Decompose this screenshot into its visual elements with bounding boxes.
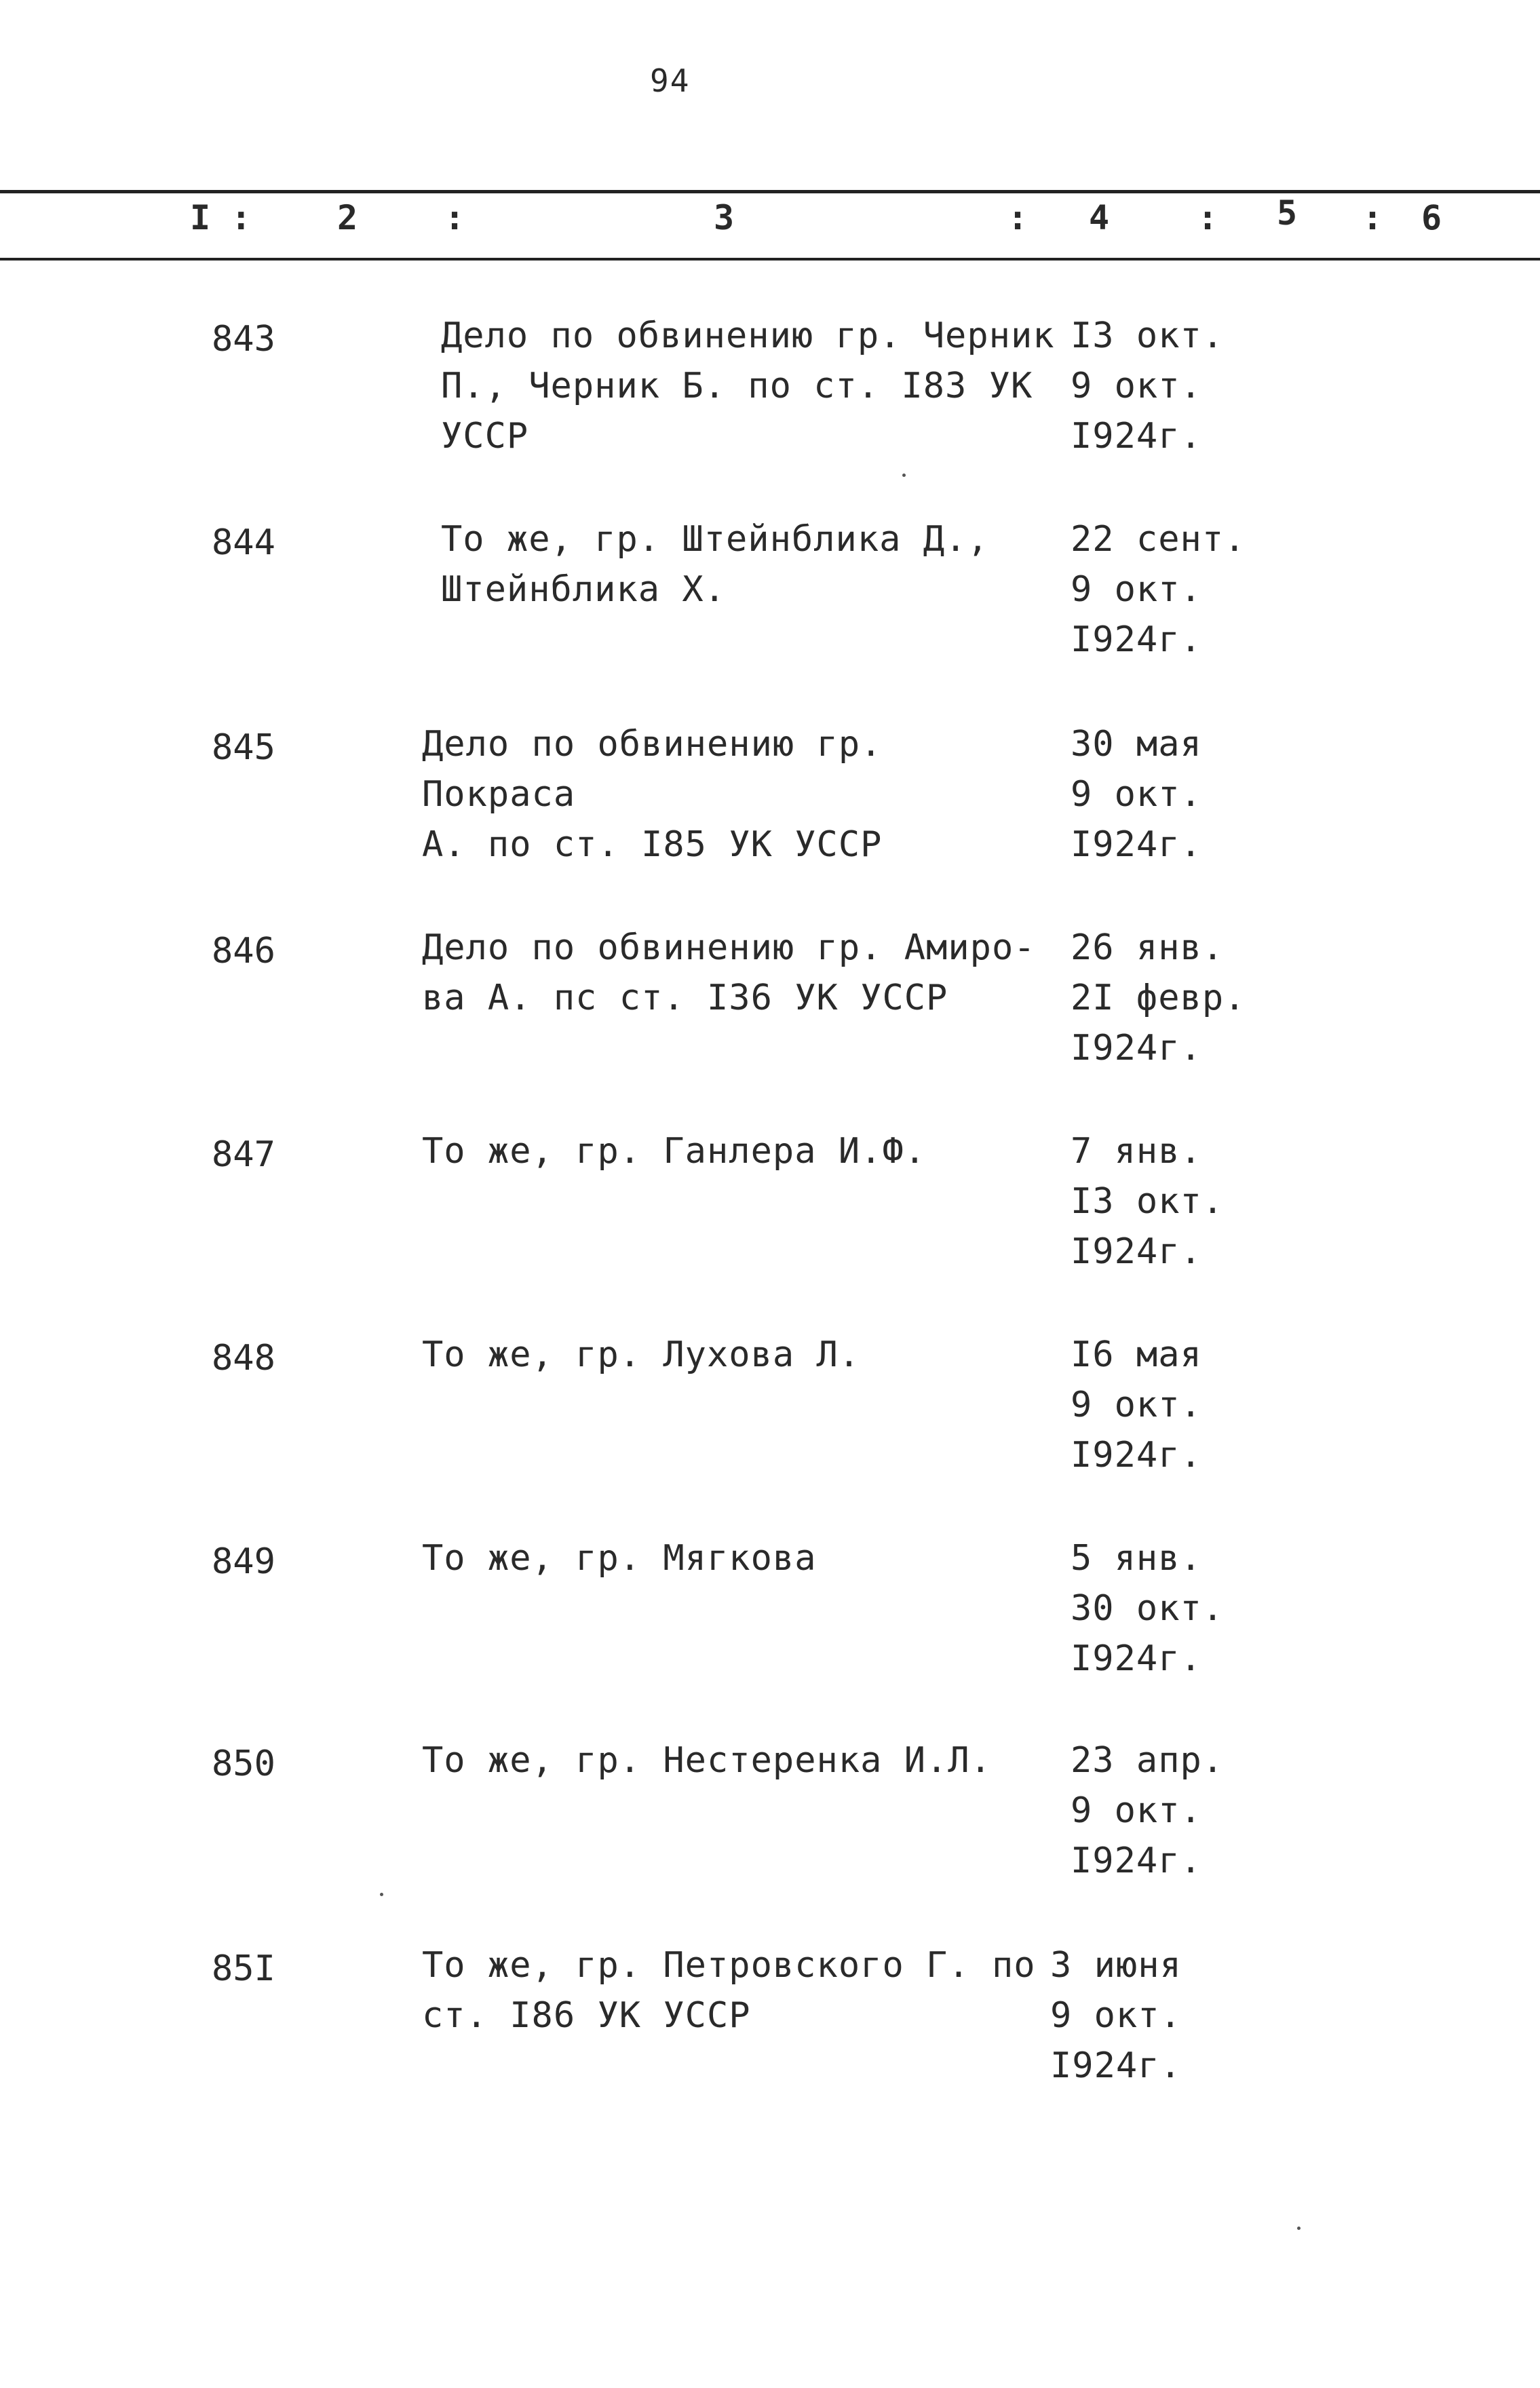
entry-dates: 23 апр. 9 окт. I924г.: [1071, 1740, 1225, 1881]
entry-dates: 22 сент. 9 окт. I924г.: [1071, 519, 1246, 660]
entry-description: То же, гр. Нестеренка И.Л.: [422, 1740, 992, 1781]
entry-description: То же, гр. Петровского Г. по ст. I86 УК УССР: [422, 1945, 1036, 2036]
header-separator: :: [1362, 198, 1383, 237]
entry-description: Дело по обвинению гр. Покраса А. по ст. I85 УК УССР: [422, 724, 883, 865]
entry-description: То же, гр. Ганлера И.Ф.: [422, 1131, 927, 1172]
entry-number: 849: [212, 1541, 275, 1582]
entry-number: 850: [212, 1744, 275, 1784]
entry-number: 846: [212, 931, 275, 971]
entry-number: 845: [212, 727, 275, 768]
entry-number: 844: [212, 522, 275, 563]
entry-description: Дело по обвинению гр. Амиро- ва А. пс ст. I36 УК УССР: [422, 927, 1036, 1018]
entry-description: Дело по обвинению гр. Черник П., Черник Б. по ст. I83 УК УССР: [441, 315, 1055, 457]
entry-dates: I3 окт. 9 окт. I924г.: [1071, 315, 1225, 457]
entry-number: 843: [212, 319, 275, 360]
header-col-1: I :: [190, 198, 252, 237]
scan-speck: [380, 1893, 383, 1896]
header-separator: :: [1007, 198, 1028, 237]
scan-speck: [902, 474, 906, 477]
header-col-6: 6: [1421, 198, 1442, 237]
entry-dates: 3 июня 9 окт. I924г.: [1050, 1945, 1182, 2086]
entry-dates: 7 янв. I3 окт. I924г.: [1071, 1131, 1225, 1272]
scan-speck: [1297, 2227, 1301, 2230]
page-number: 94: [650, 62, 691, 99]
entry-number: 85I: [212, 1948, 275, 1989]
entry-dates: 30 мая 9 окт. I924г.: [1071, 724, 1202, 865]
entry-description: То же, гр. Мягкова: [422, 1538, 817, 1579]
header-col-5: 5: [1277, 193, 1298, 233]
header-col-2: 2: [337, 198, 358, 237]
header-col-4: 4: [1089, 198, 1110, 237]
entry-number: 847: [212, 1134, 275, 1175]
entry-description: То же, гр. Штейнблика Д., Штейнблика Х.: [441, 519, 989, 610]
entry-number: 848: [212, 1338, 275, 1379]
header-separator: :: [1197, 198, 1218, 237]
entry-dates: I6 мая 9 окт. I924г.: [1071, 1334, 1202, 1476]
entry-dates: 5 янв. 30 окт. I924г.: [1071, 1538, 1225, 1679]
header-separator: :: [444, 198, 465, 237]
entry-description: То же, гр. Лухова Л.: [422, 1334, 861, 1375]
entry-dates: 26 янв. 2I февр. I924г.: [1071, 927, 1246, 1068]
header-col-3: 3: [714, 198, 735, 237]
